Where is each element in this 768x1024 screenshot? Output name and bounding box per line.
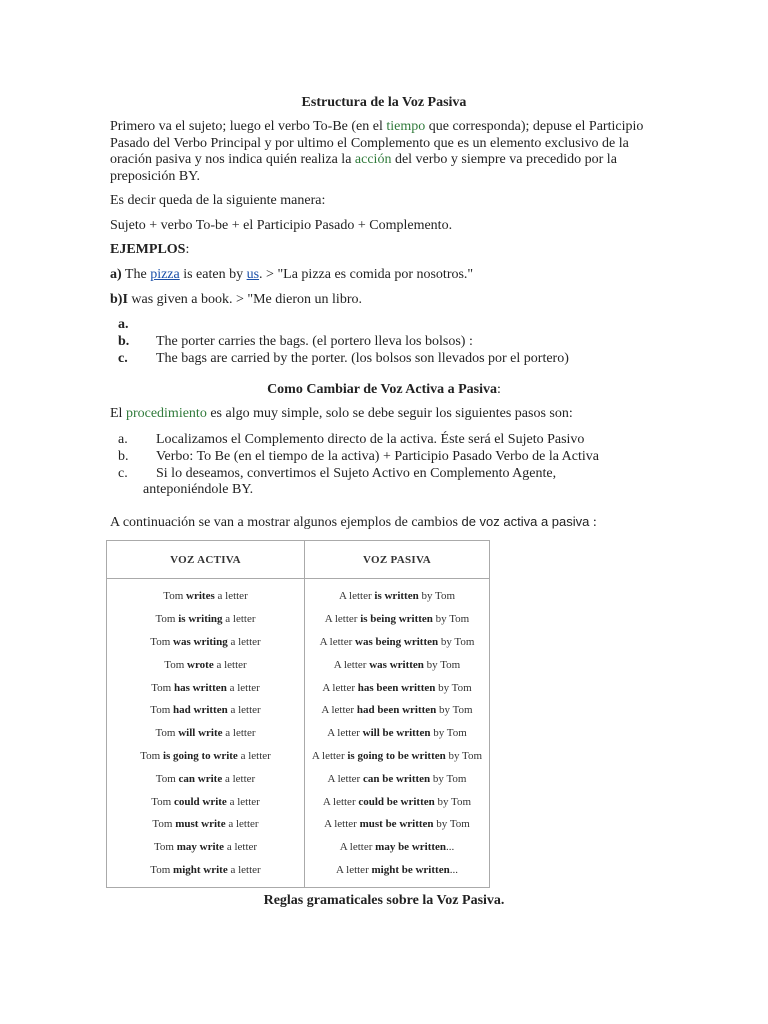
cell-text: A letter (338, 590, 375, 603)
voz-activa-pasiva-term: de voz activa a pasiva (461, 514, 590, 529)
verb-phrase: could write (173, 795, 227, 808)
us-link[interactable]: us (246, 267, 260, 282)
list-item-text: Verbo: To Be (en el tiempo de la activa) + Participio Pasado Verbo de la Activa (156, 449, 599, 464)
cell-voz-activa (107, 699, 305, 722)
verb-phrase: is going to write (162, 749, 238, 762)
examples-list (118, 316, 569, 367)
cell-text: A letter (322, 681, 358, 694)
cell-voz-activa (107, 767, 305, 790)
cell-voz-pasiva (305, 836, 490, 859)
cell-voz-pasiva (305, 631, 490, 654)
cell-text: A letter (311, 749, 348, 762)
cell-text: by Tom (435, 681, 472, 694)
cell-voz-pasiva (305, 813, 490, 836)
cell-text: by Tom (434, 795, 472, 808)
verb-phrase: will be written (362, 727, 431, 740)
continuacion-text-3: : (589, 515, 597, 530)
cell-text: a letter (227, 635, 261, 648)
cell-text: Tom (155, 772, 179, 785)
list-item (118, 316, 569, 333)
list-item (118, 333, 569, 350)
conversion-table (106, 540, 490, 888)
list-item (118, 448, 599, 465)
list-marker: b. (118, 449, 129, 464)
verb-phrase: had been written (356, 704, 437, 717)
steps-list (118, 431, 599, 482)
cell-voz-activa (107, 608, 305, 631)
cell-voz-activa (107, 836, 305, 859)
verb-phrase: may write (176, 841, 225, 854)
cell-text: Tom (151, 795, 174, 808)
table-row (107, 813, 490, 836)
list-marker: a. (118, 317, 129, 332)
cell-text: Tom (155, 613, 179, 626)
cell-text: a letter (226, 681, 260, 694)
cell-text: a letter (226, 795, 260, 808)
tiempo-term[interactable]: tiempo (386, 119, 426, 134)
cell-voz-activa (107, 676, 305, 699)
cell-text: by Tom (432, 613, 470, 626)
cell-text: A letter (333, 658, 370, 671)
cell-text: by Tom (433, 818, 470, 831)
cell-voz-activa (107, 813, 305, 836)
verb-phrase: is going to be written (347, 749, 446, 762)
cell-text: by Tom (418, 590, 456, 603)
section-title-reglas: Reglas gramaticales sobre la Voz Pasiva. (263, 893, 505, 908)
table-row (107, 608, 490, 631)
list-marker: a. (118, 432, 128, 447)
verb-phrase: was written (369, 658, 424, 671)
cell-voz-pasiva (305, 699, 490, 722)
verb-phrase: is writing (178, 613, 223, 626)
continuacion-paragraph (110, 514, 670, 532)
cell-text: a letter (222, 772, 256, 785)
cell-text: by Tom (445, 749, 483, 762)
table-row (107, 579, 490, 608)
verb-phrase: can write (178, 772, 223, 785)
intro-text-2: que corresponda); depuse el Participio Pasado del Verbo Principal y por ultimo el Complemento que es un elemento exclusivo de la oración pasiva y nos indica quién realiza la (110, 119, 644, 167)
ejemplos-colon: : (185, 242, 190, 257)
cell-text: a letter (213, 658, 247, 671)
formula-text: Sujeto + verbo To-be + el Participio Pasado + Complemento. (110, 218, 453, 233)
verb-phrase: must be written (359, 818, 434, 831)
cell-text: A letter (319, 635, 355, 648)
cell-text: A letter (336, 863, 372, 876)
cell-text: by Tom (423, 658, 461, 671)
cell-voz-activa (107, 722, 305, 745)
cell-text: a letter (225, 818, 259, 831)
table-row (107, 745, 490, 768)
verb-phrase: was being written (355, 635, 439, 648)
table-row (107, 836, 490, 859)
procedimiento-paragraph (110, 406, 650, 423)
verb-phrase: might be written (371, 863, 450, 876)
verb-phrase: has written (173, 681, 227, 694)
cell-text: a letter (237, 749, 271, 762)
cell-voz-pasiva (305, 859, 490, 888)
table-row (107, 676, 490, 699)
como-title-text: Como Cambiar de Voz Activa a Pasiva (267, 382, 498, 397)
cell-text: a letter (224, 841, 258, 854)
cell-text: A letter (327, 727, 363, 740)
cell-voz-pasiva (305, 579, 490, 608)
intro-text-3: del verbo y siempre va precedido por la preposición BY. (110, 152, 617, 184)
cell-text: Tom (155, 727, 179, 740)
es-decir-text: Es decir queda de la siguiente manera: (110, 193, 326, 208)
continuacion-text-1: A continuación se van a mostrar algunos ejemplos de cambios (110, 515, 462, 530)
example-b (110, 292, 650, 309)
cell-voz-pasiva (305, 676, 490, 699)
cell-text: Tom (163, 590, 187, 603)
list-item (118, 431, 599, 448)
cell-text: a letter (214, 590, 248, 603)
cell-voz-activa (107, 790, 305, 813)
cell-voz-pasiva (305, 653, 490, 676)
cell-text: Tom (152, 818, 176, 831)
list-item-text: The porter carries the bags. (el portero lleva los bolsos) : (156, 334, 473, 349)
verb-phrase: writes (186, 590, 215, 603)
cell-text: a letter (227, 863, 261, 876)
table-row (107, 859, 490, 888)
proc-text-1: El (110, 406, 126, 421)
example-b-text: was given a book. > "Me dieron un libro. (127, 292, 362, 307)
table-row (107, 699, 490, 722)
cell-text: A letter (324, 613, 361, 626)
list-item-text: Localizamos el Complemento directo de la activa. Éste será el Sujeto Pasivo (156, 432, 585, 447)
verb-phrase: is written (374, 590, 419, 603)
verb-phrase: can be written (362, 772, 431, 785)
cell-text: Tom (150, 704, 174, 717)
list-marker: c. (118, 466, 128, 481)
list-item (118, 465, 599, 482)
verb-phrase: is being written (360, 613, 433, 626)
cell-text: ... (449, 863, 458, 876)
header-voz-activa: VOZ ACTIVA (107, 541, 305, 579)
procedimiento-term[interactable]: procedimiento (125, 406, 207, 421)
cell-voz-pasiva (305, 767, 490, 790)
page-title: Estructura de la Voz Pasiva (301, 95, 467, 110)
cell-voz-pasiva (305, 790, 490, 813)
cell-text: a letter (222, 613, 256, 626)
proc-text-2: es algo muy simple, solo se debe seguir los siguientes pasos son: (206, 406, 573, 421)
example-a-text-1: The (121, 267, 151, 282)
verb-phrase: had written (173, 704, 228, 717)
cell-text: a letter (222, 727, 256, 740)
cell-text: by Tom (436, 704, 473, 717)
example-a (110, 267, 650, 284)
cell-text: a letter (227, 704, 261, 717)
verb-phrase: could be written (358, 795, 435, 808)
table-row (107, 653, 490, 676)
cell-text: Tom (140, 749, 163, 762)
cell-text: A letter (321, 704, 357, 717)
example-a-text-2: is eaten by (179, 267, 247, 282)
table-row (107, 631, 490, 654)
ejemplos-label: EJEMPLOS (110, 242, 186, 257)
cell-text: by Tom (438, 635, 475, 648)
cell-text: A letter (322, 795, 359, 808)
table-body (107, 579, 490, 888)
list-item-text: Si lo deseamos, convertimos el Sujeto Activo en Complemento Agente, (156, 466, 557, 481)
cell-voz-pasiva (305, 745, 490, 768)
cell-voz-activa (107, 859, 305, 888)
steps-list-continuation: anteponiéndole BY. (143, 482, 254, 497)
cell-voz-activa (107, 745, 305, 768)
intro-text-1: Primero va el sujeto; luego el verbo To-Be (en el (110, 119, 387, 134)
verb-phrase: wrote (187, 658, 214, 671)
section-title-como-cambiar (0, 382, 768, 398)
cell-voz-activa (107, 579, 305, 608)
example-b-marker: b)I (110, 292, 128, 307)
cell-text: by Tom (430, 727, 467, 740)
list-item-text: The bags are carried by the porter. (los bolsos son llevados por el portero) (156, 351, 569, 366)
verb-phrase: might write (173, 863, 228, 876)
table-row (107, 722, 490, 745)
ejemplos-heading (110, 242, 650, 259)
accion-term[interactable]: acción (354, 152, 392, 167)
cell-text: A letter (327, 772, 363, 785)
verb-phrase: was writing (173, 635, 228, 648)
cell-voz-activa (107, 653, 305, 676)
cell-text: Tom (150, 635, 174, 648)
pizza-link[interactable]: pizza (150, 267, 180, 282)
cell-voz-activa (107, 631, 305, 654)
header-voz-pasiva: VOZ PASIVA (305, 541, 490, 579)
list-marker: b. (118, 334, 130, 349)
verb-phrase: has been written (357, 681, 436, 694)
cell-voz-pasiva (305, 722, 490, 745)
example-a-text-3: . > "La pizza es comida por nosotros." (259, 267, 474, 282)
verb-phrase: must write (175, 818, 226, 831)
cell-text: A letter (339, 841, 376, 854)
cell-text: Tom (150, 863, 174, 876)
cell-text: ... (446, 841, 455, 854)
cell-text: Tom (151, 681, 174, 694)
list-marker: c. (118, 351, 128, 366)
example-a-marker: a) (110, 267, 122, 282)
verb-phrase: will write (178, 727, 223, 740)
table-header-row (107, 541, 490, 579)
verb-phrase: may be written (375, 841, 447, 854)
table-row (107, 790, 490, 813)
cell-text: Tom (164, 658, 188, 671)
cell-voz-pasiva (305, 608, 490, 631)
cell-text: A letter (324, 818, 360, 831)
cell-text: Tom (153, 841, 177, 854)
cell-text: by Tom (430, 772, 467, 785)
como-title-colon: : (497, 382, 501, 397)
list-item (118, 350, 569, 367)
intro-paragraph (110, 119, 650, 185)
table-row (107, 767, 490, 790)
